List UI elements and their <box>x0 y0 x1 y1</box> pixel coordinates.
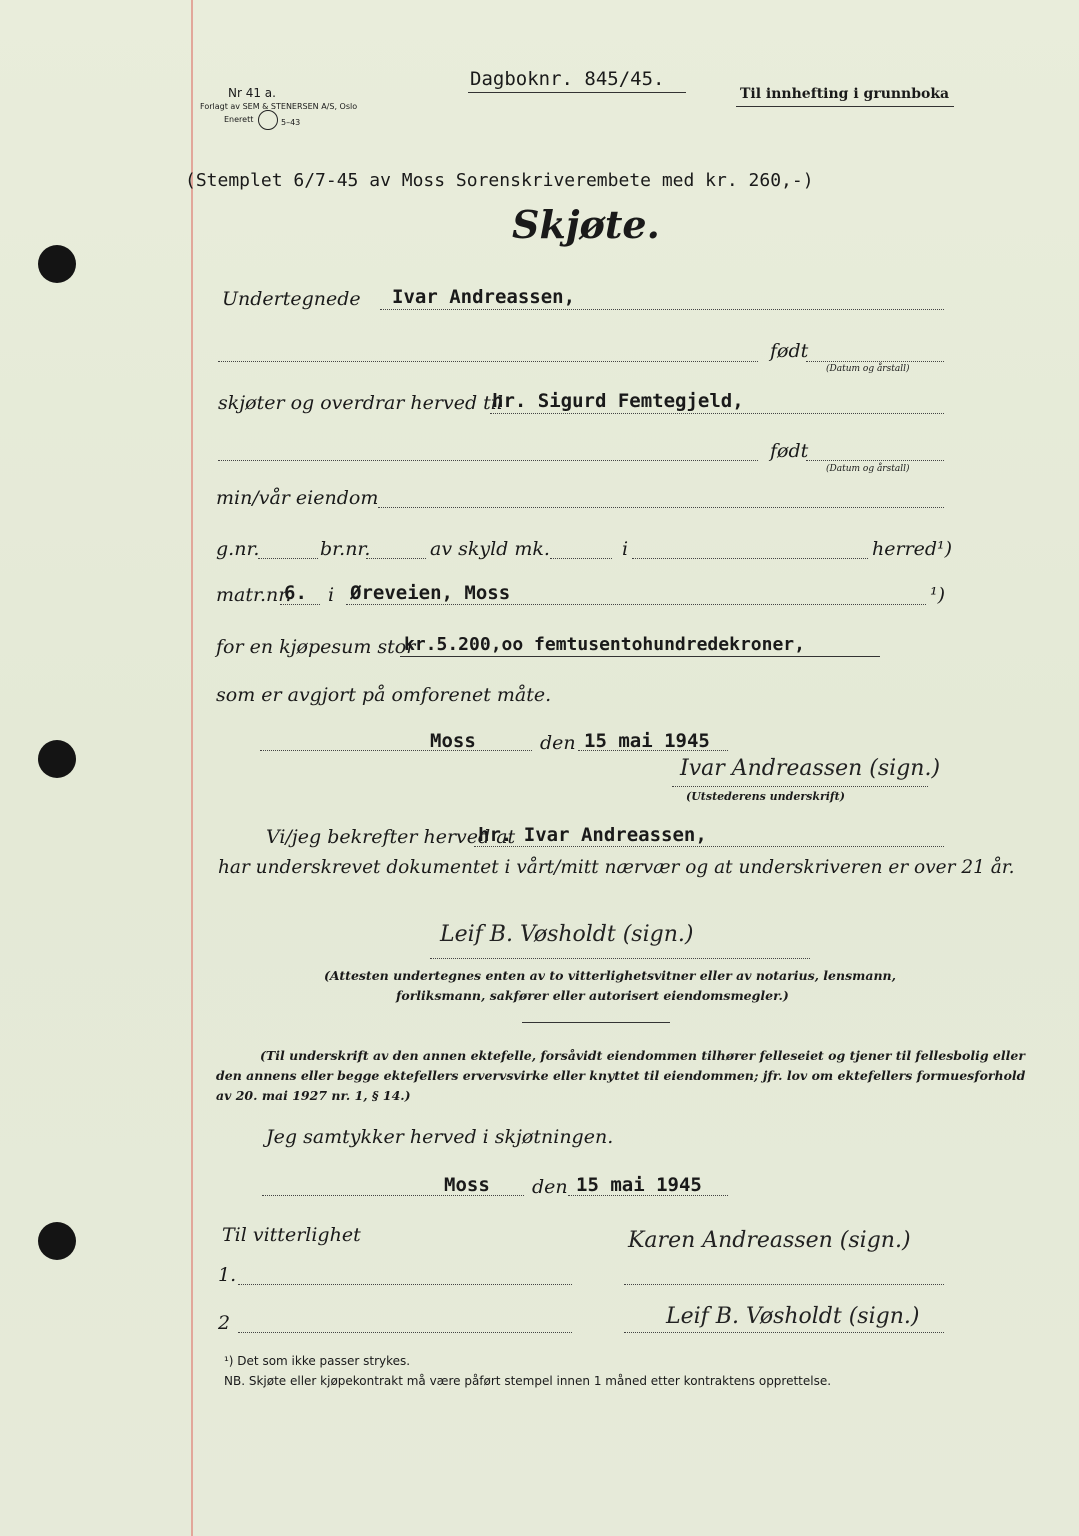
spouse-note-2: den annens eller begge ektefellers ervervsvirke eller knyttet til eiendommen; jfr. lov om ektefellers formuesforhold <box>216 1068 1026 1083</box>
issuer-signature-hint: (Utstederens underskrift) <box>686 790 845 803</box>
margin-line <box>191 0 193 1536</box>
attest-note-2: forliksmann, sakfører eller autorisert eiendomsmegler.) <box>396 988 789 1003</box>
witness-2-label: 2 <box>218 1312 231 1334</box>
buyer-name: hr. Sigurd Femtegjeld, <box>492 390 744 412</box>
witness-heading: Til vitterlighet <box>222 1224 361 1246</box>
witness-1-label: 1. <box>218 1264 237 1286</box>
born-label-2: født <box>770 440 809 462</box>
place-1: Moss <box>430 730 476 752</box>
punch-hole <box>38 1222 76 1260</box>
attest-note-1: (Attesten undertegnes enten av to vitterlighetsvitner eller av notarius, lensmann, <box>324 968 896 983</box>
date-label-2: den <box>532 1176 568 1198</box>
price-value: kr.5.200,oo femtusentohundredekroner, <box>404 634 805 655</box>
date-hint-2: (Datum og årstall) <box>826 464 910 474</box>
place-2: Moss <box>444 1174 490 1196</box>
herred-label: herred¹) <box>872 538 953 560</box>
property-label: min/vår eiendom <box>216 487 379 509</box>
footnote-1: ¹) Det som ikke passer strykes. <box>224 1354 411 1368</box>
transfer-label: skjøter og overdrar herved til <box>218 392 503 414</box>
matr-in-label: i <box>328 584 335 606</box>
skyld-label: av skyld mk. <box>430 538 550 560</box>
punch-hole <box>38 245 76 283</box>
spouse-note-1: (Til underskrift av den annen ektefelle, forsåvidt eiendommen tilhører felleseiet og tjener til fellesbolig eller <box>260 1048 1025 1063</box>
undertegnede-label: Undertegnede <box>222 288 361 310</box>
settled-text: som er avgjort på omforenet måte. <box>216 684 552 706</box>
seller-signature: Ivar Andreassen (sign.) <box>680 756 941 781</box>
confirm-text: har underskrevet dokumentet i vårt/mitt nærvær og at underskriveren er over 21 år. <box>218 857 1015 878</box>
matr-note: ¹) <box>930 584 946 606</box>
consent-text: Jeg samtykker herved i skjøtningen. <box>266 1126 614 1148</box>
page-title: Skjøte. <box>512 202 660 247</box>
spouse-signature: Karen Andreassen (sign.) <box>628 1228 911 1253</box>
confirm-name: hr. Ivar Andreassen, <box>478 824 707 846</box>
footnote-2: NB. Skjøte eller kjøpekontrakt må være påført stempel innen 1 måned etter kontraktens opprettelse. <box>224 1374 832 1388</box>
matr-value: 6. <box>284 582 307 604</box>
filing-note: Til innhefting i grunnboka <box>740 86 950 102</box>
date-2: 15 mai 1945 <box>576 1174 702 1196</box>
date-label-1: den <box>540 732 576 754</box>
brnr-label: br.nr. <box>320 538 371 560</box>
matr-label: matr.nr. <box>216 584 292 606</box>
enerett: Enerett <box>224 115 254 124</box>
seller-name: Ivar Andreassen, <box>392 286 576 308</box>
price-label: for en kjøpesum stor <box>216 636 416 658</box>
witness-signature: Leif B. Vøsholdt (sign.) <box>440 922 694 947</box>
matr-place: Øreveien, Moss <box>350 582 511 604</box>
publisher: Forlagt av SEM & STENERSEN A/S, Oslo <box>200 102 358 111</box>
witness-2-signature: Leif B. Vøsholdt (sign.) <box>666 1304 920 1329</box>
date-hint-1: (Datum og årstall) <box>826 364 910 374</box>
date-1: 15 mai 1945 <box>584 730 710 752</box>
gnr-label: g.nr. <box>216 538 260 560</box>
form-code: 5–43 <box>281 118 301 127</box>
confirm-label: Vi/jeg bekrefter herved at <box>266 826 516 848</box>
form-number: Nr 41 a. <box>228 86 276 100</box>
born-label-1: født <box>770 340 809 362</box>
publisher-logo-icon <box>258 110 278 130</box>
stamp-line: (Stemplet 6/7-45 av Moss Sorenskriverembete med kr. 260,-) <box>185 170 814 191</box>
spouse-note-3: av 20. mai 1927 nr. 1, § 14.) <box>216 1088 411 1103</box>
diary-number: Dagboknr. 845/45. <box>470 68 665 90</box>
in-label: i <box>622 538 629 560</box>
punch-hole <box>38 740 76 778</box>
